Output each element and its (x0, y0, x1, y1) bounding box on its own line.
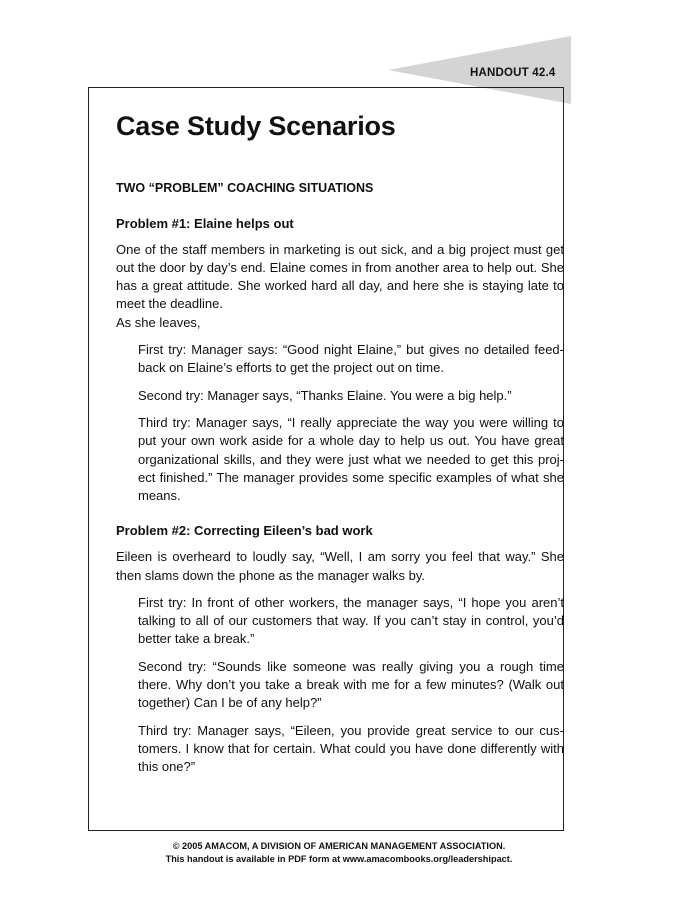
problem-2-tries (116, 594, 564, 777)
problem-2-try-1: First try: In front of other workers, the manager says, “I hope you aren’t talking to all of our customers that way. If you can’t stay in control, you’d better take a break.” (138, 594, 564, 647)
problem-2-try-2: Second try: “Sounds like someone was really giving you a rough time there. Why don’t you take a break with me for a few minutes? (Walk out together) Can I be of any help?” (138, 658, 564, 711)
problem-1-try-3: Third try: Manager says, “I really appreciate the way you were willing to put your own work aside for a whole day to help us out. You have great organizational skills, and they were just what we needed to get this proj-ect finished.” The manager provides some specific examples of what she means. (138, 414, 564, 504)
handout-content (116, 110, 564, 786)
problem-2-intro: Eileen is overheard to loudly say, “Well, I am sorry you feel that way.” She then slams down the phone as the manager walks by. (116, 549, 564, 583)
problem-1-tries (116, 341, 564, 505)
pdf-availability-notice: This handout is available in PDF form at www.amacombooks.org/leadershipact. (165, 854, 513, 864)
section-subtitle: TWO “PROBLEM” COACHING SITUATIONS (116, 181, 374, 196)
problem-1-lead-in: As she leaves, (116, 314, 201, 330)
problem-1-heading: Problem #1: Elaine helps out (116, 215, 294, 231)
problem-1-intro: One of the staff members in marketing is out sick, and a big project must get out the door by day’s end. Elaine comes in from another area to help out. She has a great attitude. She worked hard all day, and here she is staying late to meet the deadline. (116, 241, 564, 312)
handout-number: HANDOUT 42.4 (470, 67, 556, 79)
problem-2-try-3: Third try: Manager says, “Eileen, you provide great service to our cus-tomers. I know that for certain. What could you have done differently with this one?” (138, 722, 564, 775)
page-footer (0, 840, 678, 866)
problem-1 (116, 216, 564, 506)
problem-1-try-2: Second try: Manager says, “Thanks Elaine. You were a big help.” (138, 387, 512, 403)
problem-1-try-1: First try: Manager says: “Good night Elaine,” but gives no detailed feed-back on Elaine’s efforts to get the project out on time. (138, 342, 564, 376)
problem-2-heading: Problem #2: Correcting Eileen’s bad work (116, 523, 373, 539)
copyright-notice: © 2005 AMACOM, A DIVISION OF AMERICAN MANAGEMENT ASSOCIATION. (172, 841, 506, 851)
problem-2 (116, 523, 564, 776)
page-title: Case Study Scenarios (116, 111, 396, 141)
